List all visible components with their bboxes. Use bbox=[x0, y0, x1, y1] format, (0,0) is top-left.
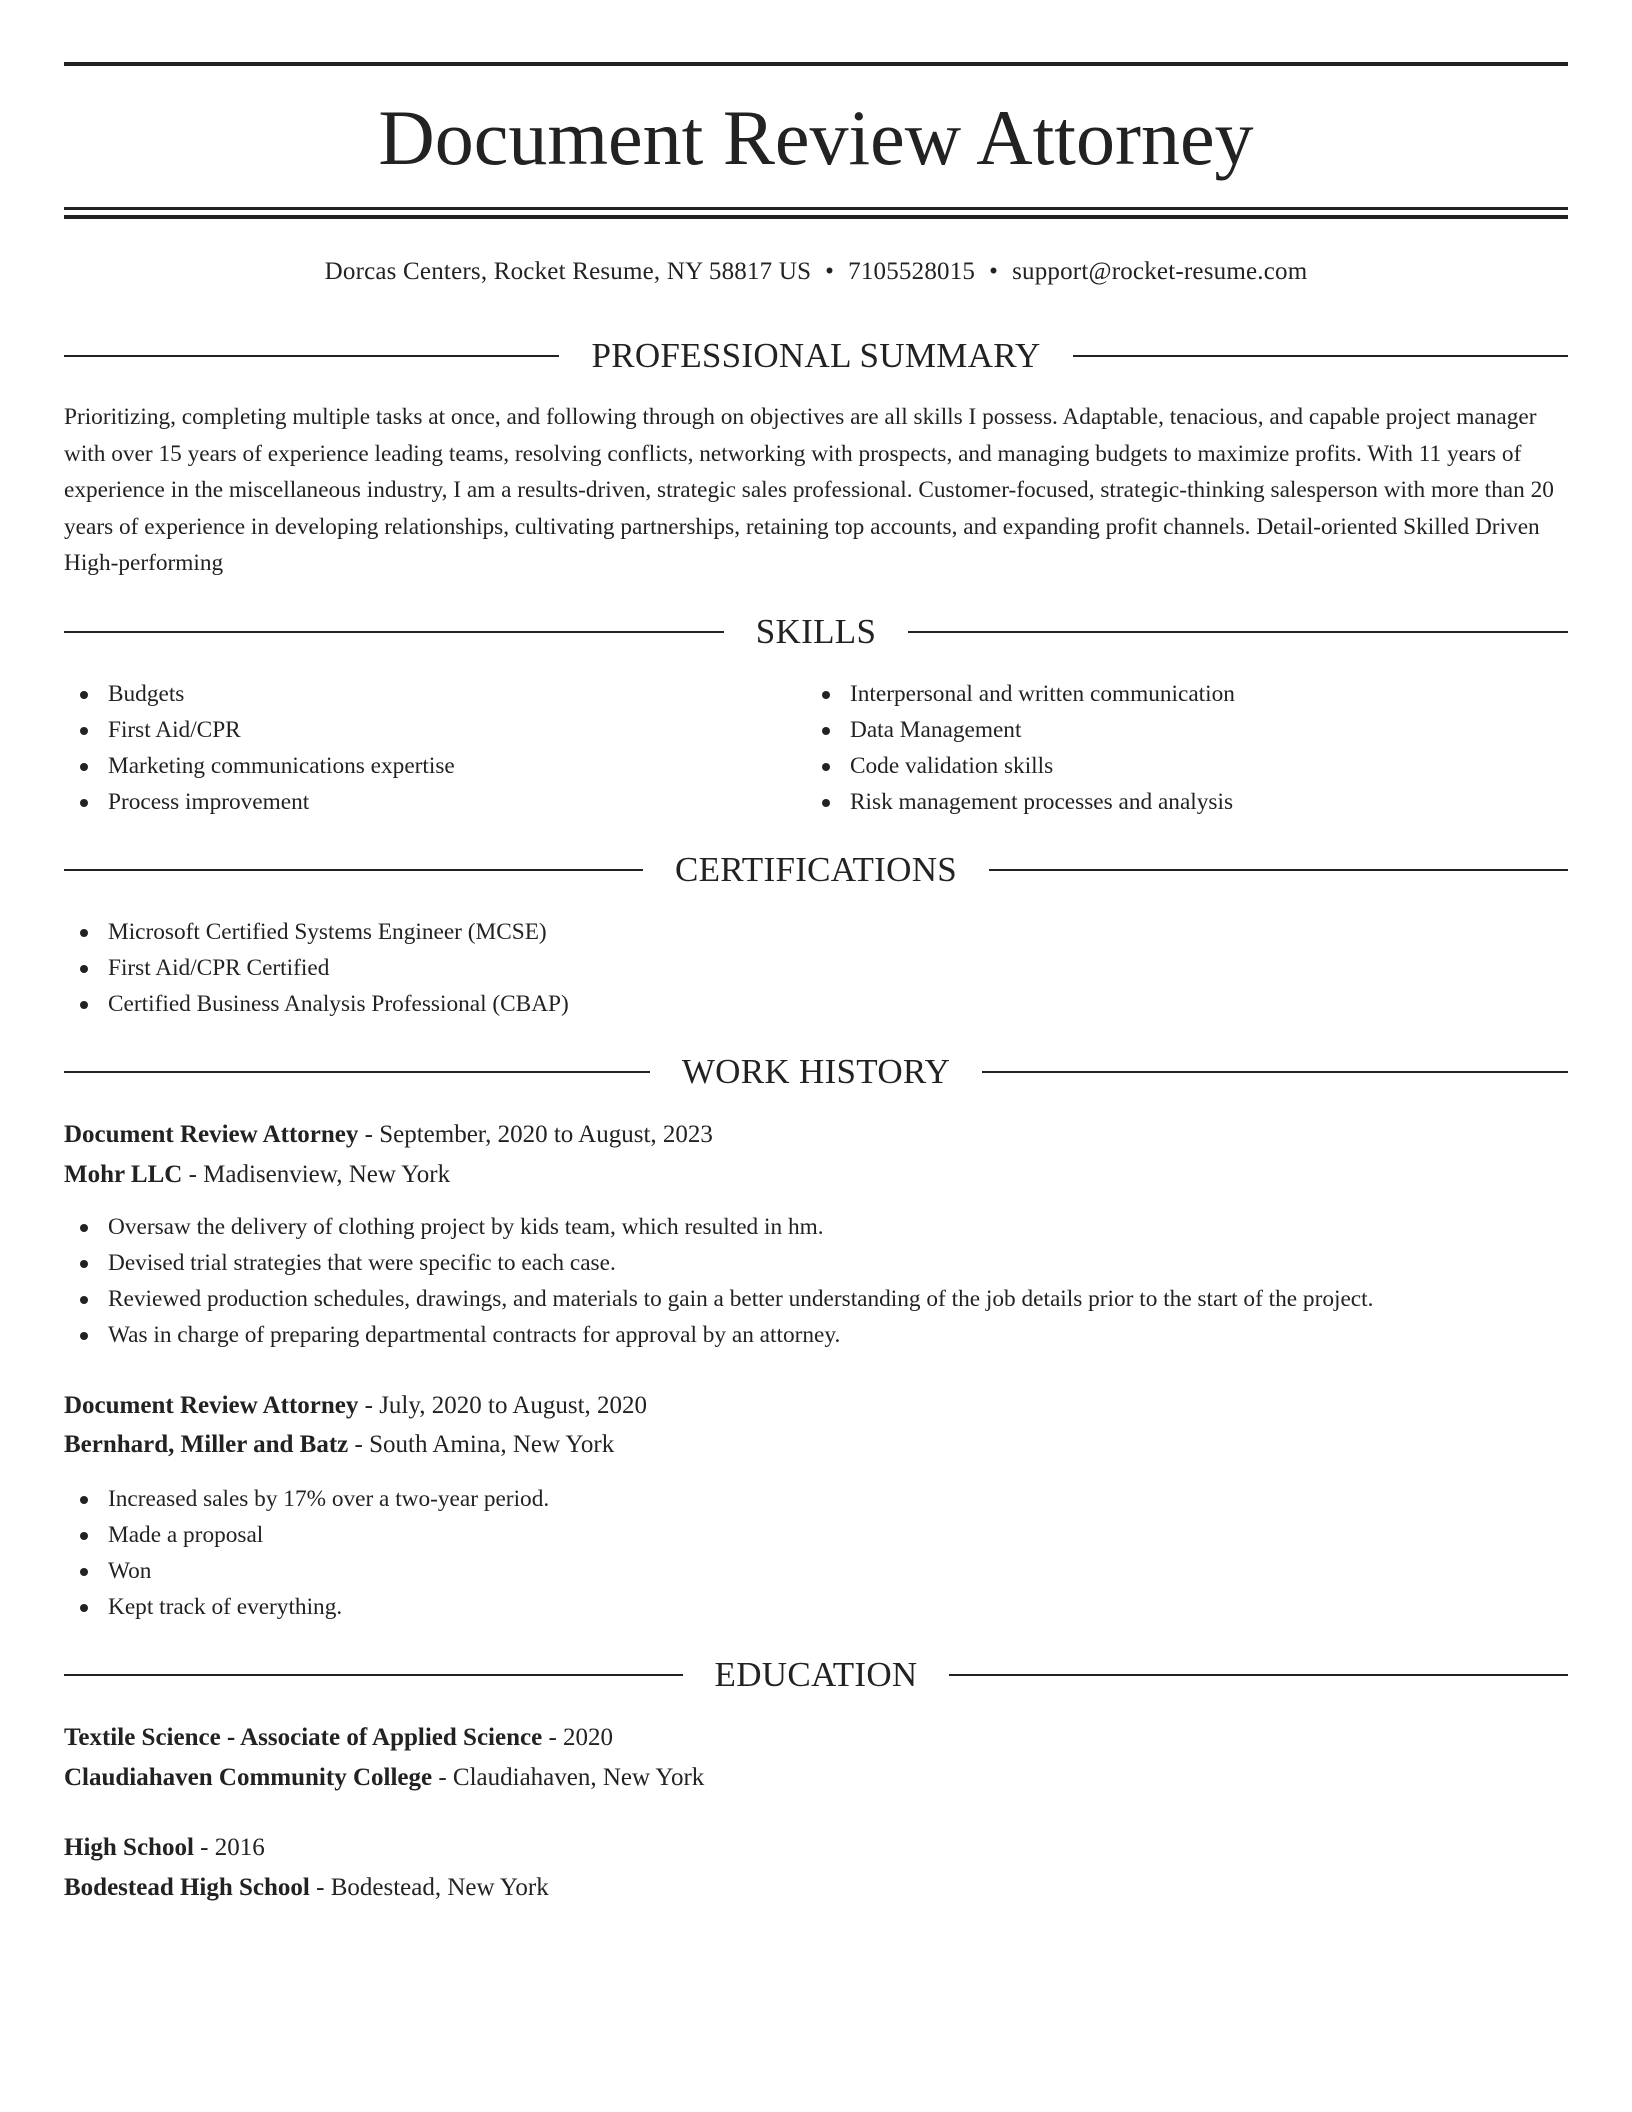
summary-text: Prioritizing, completing multiple tasks at once, and following through on objectives are all skills I possess. Adaptable, tenacious, and capable project manager with over 15 years of experience leading teams, resolving conflicts, networking with prospects, and managing budgets to maximize profits. With 11 years of experience in the miscellaneous industry, I am a results-driven, strategic sales professional. Customer-focused, strategic-thinking salesperson with more than 20 years of experience in developing relationships, cultivating partnerships, retaining top accounts, and expanding profit channels. Detail-oriented Skilled Driven High-performing bbox=[64, 404, 1554, 576]
contact-line bbox=[64, 252, 1568, 292]
education-degree: High School bbox=[64, 1834, 194, 1861]
job-title: Document Review Attorney bbox=[64, 1392, 359, 1419]
skill-item: Interpersonal and written communication bbox=[806, 676, 1568, 712]
resume-title: Document Review Attorney bbox=[378, 94, 1254, 181]
education-year: 2020 bbox=[563, 1724, 614, 1751]
education-degree: Textile Science - Associate of Applied Science bbox=[64, 1724, 543, 1751]
section-heading-education bbox=[64, 1653, 1568, 1697]
job-title-line: Document Review Attorney - July, 2020 to August, 2020 bbox=[64, 1392, 648, 1419]
job-company-line: Bernhard, Miller and Batz - South Amina, New York bbox=[64, 1431, 615, 1458]
job-title: Document Review Attorney bbox=[64, 1121, 359, 1148]
section-title: SKILLS bbox=[755, 612, 877, 651]
job-dates: September, 2020 to August, 2023 bbox=[379, 1121, 713, 1148]
education-location: Bodestead, New York bbox=[330, 1874, 549, 1901]
contact-separator: • bbox=[989, 258, 999, 285]
job-dates: July, 2020 to August, 2020 bbox=[379, 1392, 648, 1419]
job-bullet: Oversaw the delivery of clothing project by kids team, which resulted in hm. bbox=[64, 1209, 1568, 1245]
education-location: Claudiahaven, New York bbox=[452, 1764, 705, 1791]
contact-email: support@rocket-resume.com bbox=[1012, 258, 1308, 285]
contact-separator: • bbox=[825, 258, 835, 285]
certifications-list bbox=[64, 914, 1568, 1022]
title-rule-upper bbox=[64, 207, 1568, 210]
skill-item: Risk management processes and analysis bbox=[806, 784, 1568, 820]
section-title: EDUCATION bbox=[714, 1655, 918, 1694]
skill-item: Budgets bbox=[64, 676, 804, 712]
section-title: PROFESSIONAL SUMMARY bbox=[591, 336, 1041, 375]
heading-rule bbox=[982, 1071, 1568, 1073]
heading-rule bbox=[64, 631, 724, 633]
job-bullet: Increased sales by 17% over a two-year period. bbox=[64, 1481, 1568, 1517]
top-rule bbox=[64, 62, 1568, 66]
job-bullet: Devised trial strategies that were specific to each case. bbox=[64, 1245, 1568, 1281]
skills-list-left bbox=[64, 676, 804, 820]
job-bullet: Won bbox=[64, 1553, 1568, 1589]
certification-item: Certified Business Analysis Professional (CBAP) bbox=[64, 986, 1568, 1022]
skill-item: Data Management bbox=[806, 712, 1568, 748]
job-bullet: Kept track of everything. bbox=[64, 1589, 1568, 1625]
heading-rule bbox=[989, 869, 1568, 871]
job-bullets bbox=[64, 1481, 1568, 1625]
education-year: 2016 bbox=[214, 1834, 265, 1861]
job-company-line: Mohr LLC - Madisenview, New York bbox=[64, 1161, 451, 1188]
education-school-line: Bodestead High School - Bodestead, New York bbox=[64, 1874, 549, 1901]
skill-item: Code validation skills bbox=[806, 748, 1568, 784]
contact-phone: 7105528015 bbox=[848, 258, 976, 285]
resume-page bbox=[64, 0, 1568, 2112]
skills-list-right bbox=[806, 676, 1568, 820]
section-title: WORK HISTORY bbox=[681, 1052, 951, 1091]
heading-rule bbox=[64, 869, 643, 871]
skill-item: First Aid/CPR bbox=[64, 712, 804, 748]
contact-address: Dorcas Centers, Rocket Resume, NY 58817 US bbox=[324, 258, 812, 285]
job-location: South Amina, New York bbox=[369, 1431, 615, 1458]
education-degree-line: Textile Science - Associate of Applied Science - 2020 bbox=[64, 1724, 614, 1751]
section-heading-skills bbox=[64, 610, 1568, 654]
heading-rule bbox=[64, 1674, 683, 1676]
heading-rule bbox=[908, 631, 1568, 633]
skill-item: Marketing communications expertise bbox=[64, 748, 804, 784]
heading-rule bbox=[64, 1071, 650, 1073]
education-school: Claudiahaven Community College bbox=[64, 1764, 433, 1791]
education-school: Bodestead High School bbox=[64, 1874, 310, 1901]
heading-rule bbox=[949, 1674, 1568, 1676]
job-company: Bernhard, Miller and Batz bbox=[64, 1431, 349, 1458]
job-bullet: Was in charge of preparing departmental contracts for approval by an attorney. bbox=[64, 1317, 1568, 1353]
heading-rule bbox=[1073, 355, 1568, 357]
education-degree-line: High School - 2016 bbox=[64, 1834, 265, 1861]
certification-item: First Aid/CPR Certified bbox=[64, 950, 1568, 986]
section-heading-certifications bbox=[64, 848, 1568, 892]
title-rule-lower bbox=[64, 215, 1568, 219]
job-title-line: Document Review Attorney - September, 2020 to August, 2023 bbox=[64, 1121, 713, 1148]
heading-rule bbox=[64, 355, 559, 357]
skill-item: Process improvement bbox=[64, 784, 804, 820]
job-bullet: Reviewed production schedules, drawings, and materials to gain a better understanding of the job details prior to the start of the project. bbox=[64, 1281, 1568, 1317]
job-bullets bbox=[64, 1209, 1568, 1353]
education-school-line: Claudiahaven Community College - Claudiahaven, New York bbox=[64, 1764, 705, 1791]
job-bullet: Made a proposal bbox=[64, 1517, 1568, 1553]
job-location: Madisenview, New York bbox=[203, 1161, 451, 1188]
section-title: CERTIFICATIONS bbox=[674, 850, 958, 889]
certification-item: Microsoft Certified Systems Engineer (MCSE) bbox=[64, 914, 1568, 950]
section-heading-work-history bbox=[64, 1050, 1568, 1094]
job-company: Mohr LLC bbox=[64, 1161, 183, 1188]
section-heading-summary bbox=[64, 334, 1568, 378]
